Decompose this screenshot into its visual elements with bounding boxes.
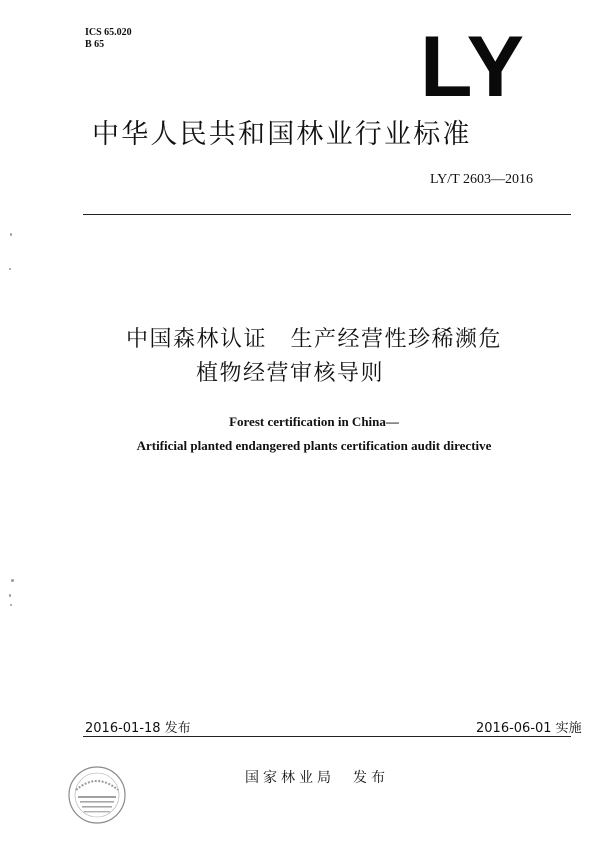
publish-action: 发布 [353, 770, 389, 786]
publisher-name: 国家林业局 [245, 770, 335, 786]
english-title-line-2: Artificial planted endangered plants certification audit directive [136, 438, 492, 453]
ccs-code: B 65 [85, 39, 105, 50]
standard-number: LY/T 2603—2016 [430, 172, 533, 187]
circular-stamp-icon [62, 760, 132, 830]
chinese-title-line-1: 中国森林认证 生产经营性珍稀濒危 [125, 327, 502, 352]
ics-code: ICS 65.020 [85, 27, 132, 38]
chinese-title-line-2: 植物经营审核导则 [195, 361, 384, 386]
english-title-line-1: Forest certification in China— [229, 414, 399, 429]
bottom-divider [83, 736, 571, 737]
issue-date: 2016-01-18 发布 [85, 721, 191, 736]
classification-codes [85, 27, 132, 51]
top-divider [83, 214, 571, 215]
ly-logo: LY [420, 19, 526, 115]
implementation-date: 2016-06-01 实施 [476, 721, 582, 736]
standard-category-title: 中华人民共和国林业行业标准 [92, 119, 472, 150]
publisher-line [245, 767, 389, 787]
